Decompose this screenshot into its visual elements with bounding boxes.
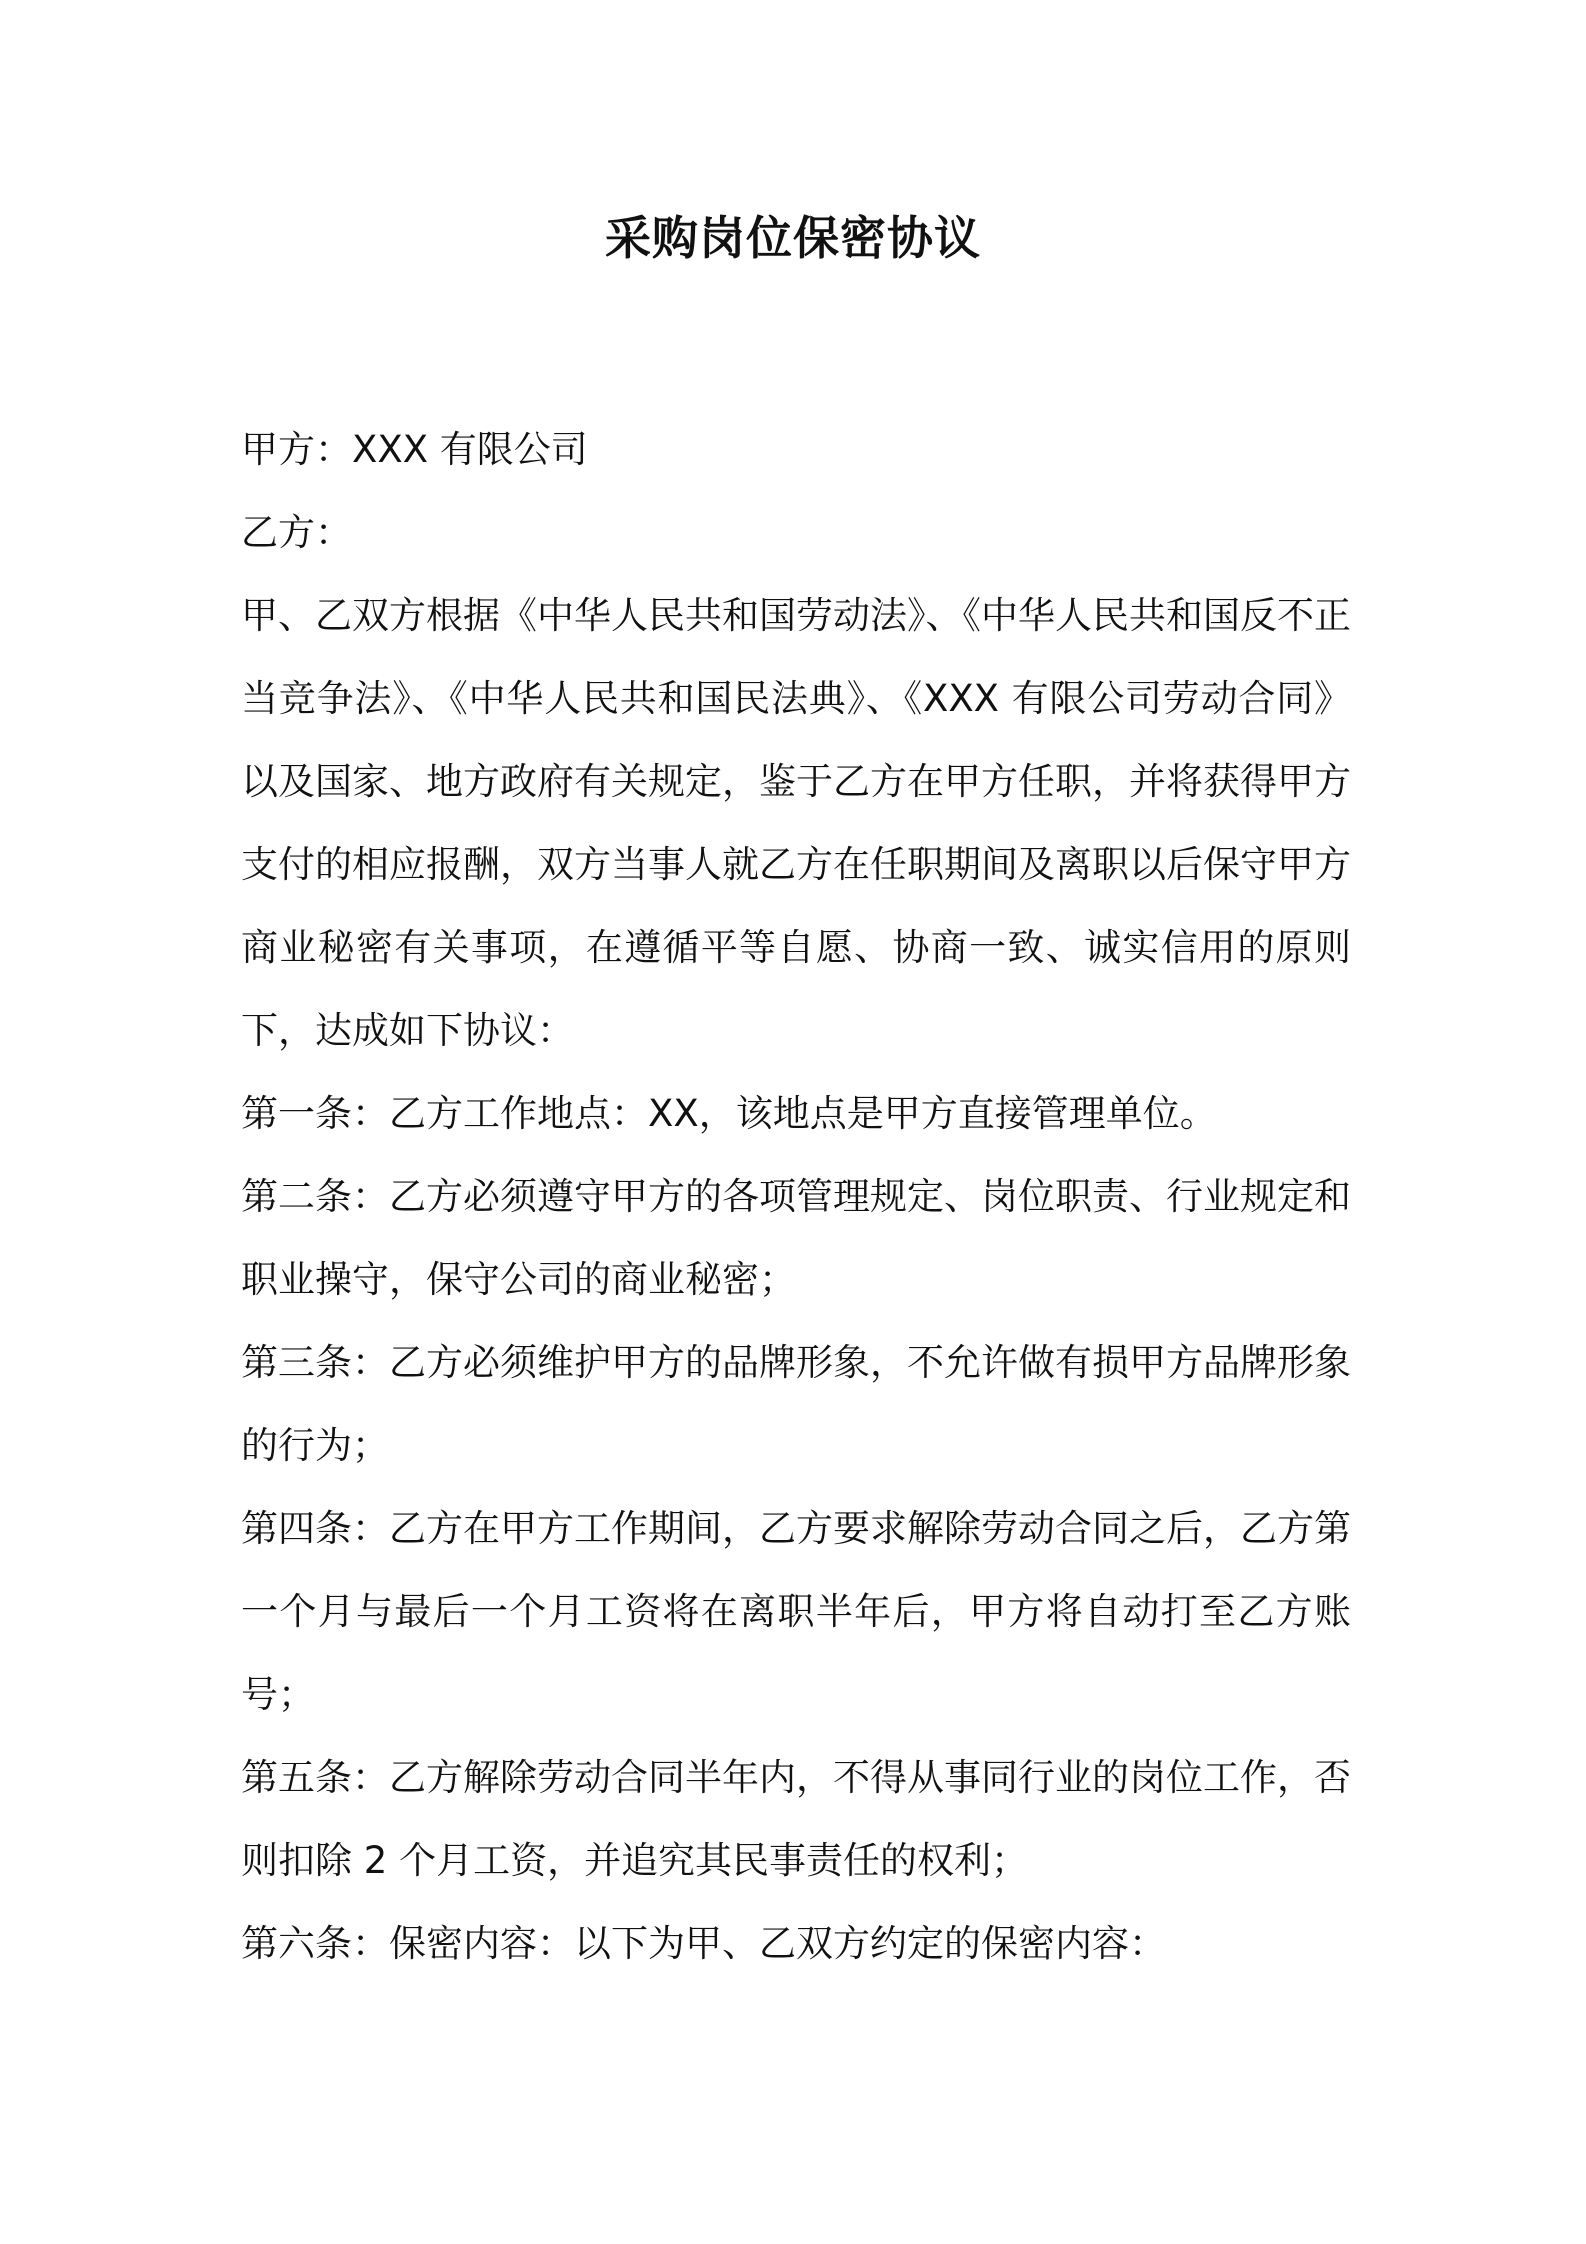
party-a-line: 甲方：XXX 有限公司: [241, 428, 588, 471]
page-title: 采购岗位保密协议: [605, 211, 981, 265]
article-6: 第六条：保密内容：以下为甲、乙双方约定的保密内容：: [241, 1922, 1166, 1965]
article-1: 第一条：乙方工作地点：XX，该地点是甲方直接管理单位。: [241, 1092, 1217, 1135]
article-2: 第二条：乙方必须遵守甲方的各项管理规定、岗位职责、行业规定和职业操守，保守公司的商业秘密；: [241, 1175, 1351, 1301]
party-b-line: 乙方：: [241, 511, 352, 554]
article-5: 第五条：乙方解除劳动合同半年内，不得从事同行业的岗位工作，否则扣除 2 个月工资，并追究其民事责任的权利；: [241, 1756, 1351, 1882]
preamble-paragraph: 甲、乙双方根据《中华人民共和国劳动法》、《中华人民共和国反不正当竞争法》、《中华人民共和国民法典》、《XXX 有限公司劳动合同》以及国家、地方政府有关规定，鉴于乙方在甲方任职，并将获得甲方支付的相应报酬，双方当事人就乙方在任职期间及离职以后保守甲方商业秘密有关事项，在遵循平等自愿、协商一致、诚实信用的原则下，达成如下协议：: [241, 594, 1351, 1052]
article-4: 第四条：乙方在甲方工作期间，乙方要求解除劳动合同之后，乙方第一个月与最后一个月工资将在离职半年后，甲方将自动打至乙方账号；: [241, 1507, 1351, 1716]
article-3: 第三条：乙方必须维护甲方的品牌形象，不允许做有损甲方品牌形象的行为；: [241, 1341, 1351, 1467]
document-body: [241, 408, 1351, 1985]
